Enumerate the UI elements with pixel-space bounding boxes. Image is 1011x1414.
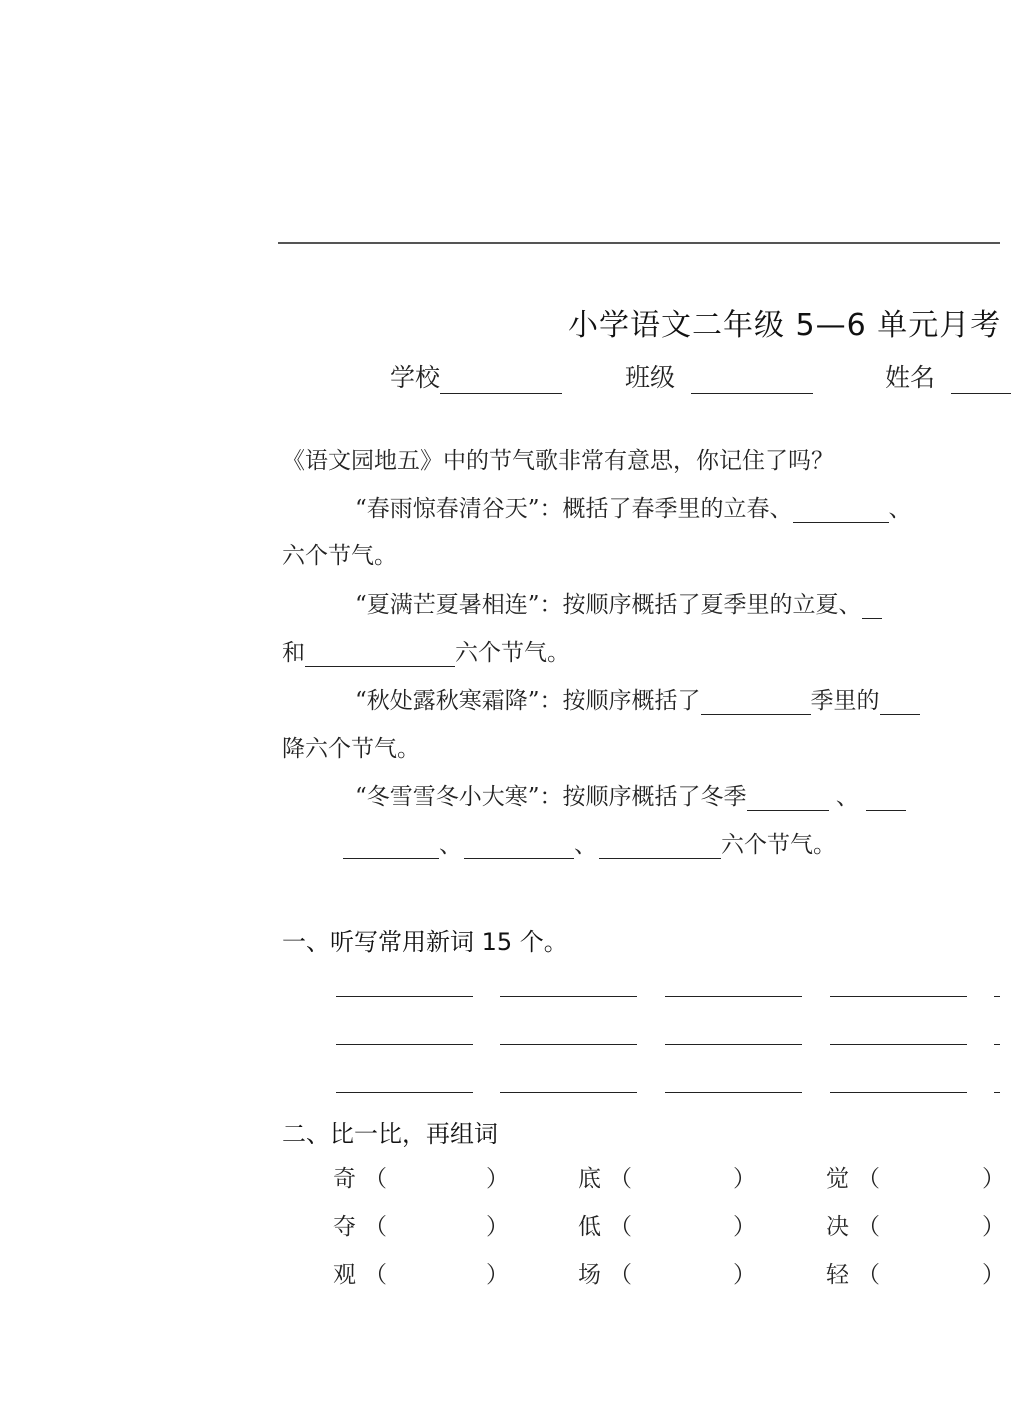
dictation-blank[interactable] (830, 1044, 967, 1045)
compare-char: 夺 (333, 1214, 356, 1240)
summer-blank-1[interactable] (862, 594, 882, 619)
name-blank[interactable] (951, 367, 1011, 394)
school-label: 学校 (390, 363, 441, 392)
winter-blank-3[interactable] (343, 834, 439, 859)
summer-blank-2[interactable] (305, 642, 455, 667)
dictation-blank[interactable] (830, 1092, 967, 1093)
close-paren: ） (733, 1262, 756, 1288)
summer-line (355, 586, 882, 619)
winter-text: “冬雪雪冬小大寒”：按顺序概括了冬季 (355, 784, 747, 810)
compare-char: 低 (578, 1214, 601, 1240)
dictation-blank[interactable] (336, 996, 473, 997)
close-paren: ） (982, 1214, 1005, 1240)
winter-blank-4[interactable] (464, 834, 574, 859)
class-blank[interactable] (691, 367, 813, 394)
autumn-text: “秋处露秋寒霜降”：按顺序概括了 (355, 688, 701, 714)
dictation-blank[interactable] (994, 1044, 1000, 1045)
class-label: 班级 (625, 363, 676, 392)
winter-blank-5[interactable] (599, 834, 721, 859)
open-paren: （ (364, 1166, 387, 1192)
class-field (625, 358, 813, 394)
close-paren: ） (486, 1214, 509, 1240)
dictation-blank[interactable] (665, 996, 802, 997)
close-paren: ） (486, 1262, 509, 1288)
close-paren: ） (982, 1166, 1005, 1192)
dictation-blank[interactable] (665, 1092, 802, 1093)
dictation-blank[interactable] (500, 1092, 637, 1093)
close-paren: ） (486, 1166, 509, 1192)
winter-sep-3: 、 (574, 832, 597, 858)
compare-char: 奇 (333, 1166, 356, 1192)
section1-heading: 一、听写常用新词 15 个。 (282, 928, 568, 956)
compare-char: 底 (578, 1166, 601, 1192)
winter-sep: 、 (835, 784, 859, 810)
dictation-blank[interactable] (336, 1044, 473, 1045)
school-blank[interactable] (440, 367, 562, 394)
autumn-blank-1[interactable] (701, 690, 811, 715)
spring-end: 六个节气。 (282, 543, 397, 569)
page-title: 小学语文二年级 5—6 单元月考 (568, 308, 1002, 343)
dictation-blank[interactable] (500, 996, 637, 997)
dictation-blank[interactable] (665, 1044, 802, 1045)
summer-and: 和 (282, 640, 305, 666)
intro-question: 《语文园地五》中的节气歌非常有意思，你记住了吗？ (282, 448, 834, 474)
dictation-blank[interactable] (500, 1044, 637, 1045)
dictation-blank[interactable] (994, 996, 1000, 997)
close-paren: ） (733, 1166, 756, 1192)
autumn-end: 降六个节气。 (282, 736, 420, 762)
close-paren: ） (733, 1214, 756, 1240)
winter-line (355, 778, 906, 811)
name-field (885, 358, 1011, 394)
open-paren: （ (857, 1166, 880, 1192)
winter-blank-2[interactable] (866, 786, 906, 811)
autumn-mid: 季里的 (810, 688, 880, 714)
compare-char: 觉 (826, 1166, 849, 1192)
header-rule (278, 242, 1000, 244)
compare-char: 轻 (826, 1262, 849, 1288)
autumn-line (355, 682, 920, 715)
spring-sep: 、 (888, 496, 912, 522)
close-paren: ） (982, 1262, 1005, 1288)
winter-blank-1[interactable] (747, 786, 829, 811)
autumn-blank-2[interactable] (880, 690, 920, 715)
winter-sep-2: 、 (439, 832, 462, 858)
school-field (390, 358, 562, 394)
open-paren: （ (609, 1214, 632, 1240)
compare-char: 决 (826, 1214, 849, 1240)
winter-end: 六个节气。 (721, 832, 836, 858)
winter-line-2 (343, 826, 836, 859)
summer-line-2 (282, 634, 570, 667)
open-paren: （ (857, 1214, 880, 1240)
open-paren: （ (364, 1214, 387, 1240)
compare-char: 观 (333, 1262, 356, 1288)
open-paren: （ (857, 1262, 880, 1288)
spring-blank-1[interactable] (793, 498, 889, 523)
compare-char: 场 (578, 1262, 601, 1288)
name-label: 姓名 (885, 363, 936, 392)
open-paren: （ (364, 1262, 387, 1288)
spring-text: “春雨惊春清谷天”：概括了春季里的立春、 (355, 496, 793, 522)
summer-end: 六个节气。 (455, 640, 570, 666)
dictation-blank[interactable] (830, 996, 967, 997)
dictation-blank[interactable] (994, 1092, 1000, 1093)
dictation-blank[interactable] (336, 1092, 473, 1093)
open-paren: （ (609, 1166, 632, 1192)
open-paren: （ (609, 1262, 632, 1288)
section2-heading: 二、比一比，再组词 (282, 1120, 498, 1148)
summer-text: “夏满芒夏暑相连”：按顺序概括了夏季里的立夏、 (355, 592, 862, 618)
spring-line (355, 490, 912, 523)
